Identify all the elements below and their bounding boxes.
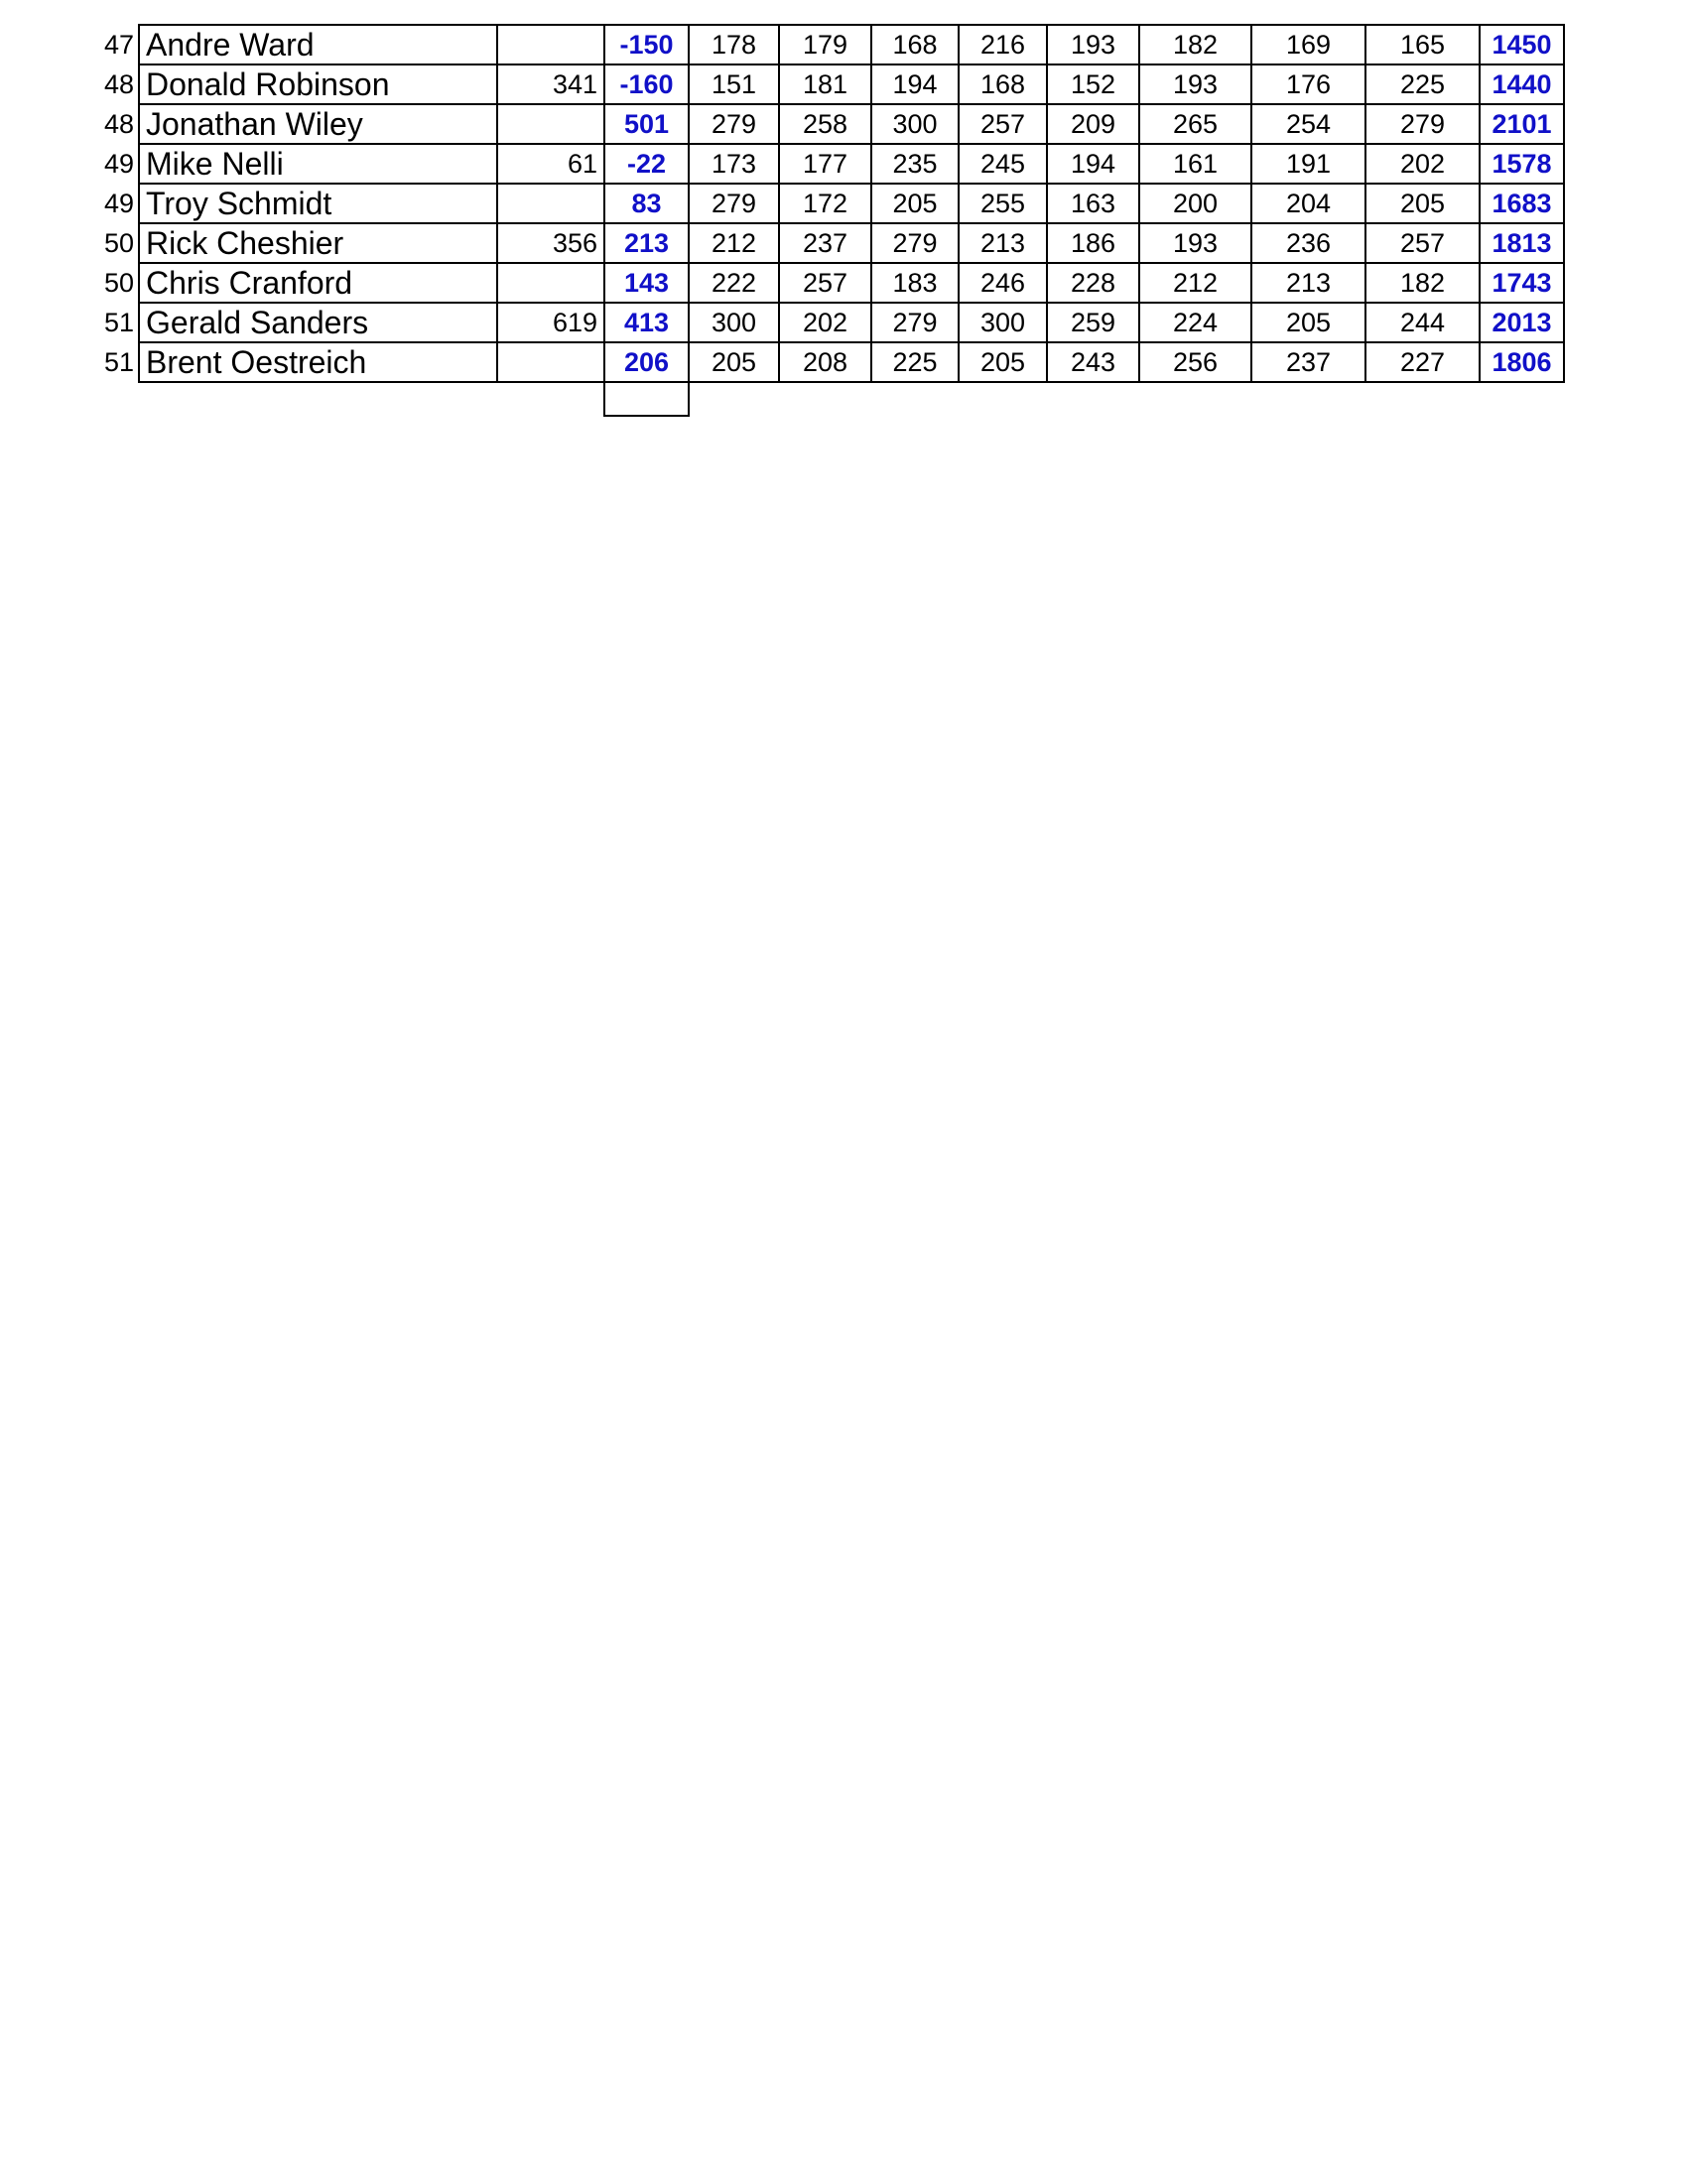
row-seed: 50 bbox=[103, 267, 134, 298]
game-score-cell: 259 bbox=[1047, 303, 1139, 342]
game-score-cell: 279 bbox=[689, 104, 779, 144]
game-score-cell: 212 bbox=[1139, 263, 1251, 303]
table-row bbox=[99, 104, 1564, 144]
game-score-cell: 257 bbox=[779, 263, 871, 303]
game-score-cell: 209 bbox=[1047, 104, 1139, 144]
game-score-cell: 244 bbox=[1365, 303, 1480, 342]
game-score-cell: 178 bbox=[689, 25, 779, 64]
game-score-cell: 168 bbox=[871, 25, 959, 64]
row-seed: 50 bbox=[103, 227, 134, 258]
total-score-cell: 1578 bbox=[1480, 144, 1564, 184]
table-row bbox=[99, 64, 1564, 104]
handicap-cell: -150 bbox=[604, 25, 689, 64]
game-score-cell: 169 bbox=[1251, 25, 1365, 64]
game-score-cell: 179 bbox=[779, 25, 871, 64]
game-score-cell: 279 bbox=[871, 303, 959, 342]
game-score-cell: 254 bbox=[1251, 104, 1365, 144]
table-row bbox=[99, 263, 1564, 303]
row-seed: 48 bbox=[103, 68, 134, 99]
game-score-cell: 227 bbox=[1365, 342, 1480, 382]
row-seed: 48 bbox=[103, 108, 134, 139]
handicap-cell: -160 bbox=[604, 64, 689, 104]
average-cell bbox=[497, 184, 604, 223]
game-score-cell: 256 bbox=[1139, 342, 1251, 382]
game-score-cell: 257 bbox=[1365, 223, 1480, 263]
total-score-cell: 1440 bbox=[1480, 64, 1564, 104]
average-cell: 61 bbox=[497, 144, 604, 184]
table-row bbox=[99, 25, 1564, 64]
game-score-cell: 300 bbox=[959, 303, 1047, 342]
spacer-cell bbox=[99, 382, 139, 416]
total-score-cell: 2101 bbox=[1480, 104, 1564, 144]
game-score-cell: 236 bbox=[1251, 223, 1365, 263]
table-row bbox=[99, 342, 1564, 382]
handicap-cell: 206 bbox=[604, 342, 689, 382]
game-score-cell: 172 bbox=[779, 184, 871, 223]
row-seed: 51 bbox=[103, 307, 134, 337]
handicap-cell: 83 bbox=[604, 184, 689, 223]
row-seed: 49 bbox=[103, 188, 134, 218]
handicap-cell: 143 bbox=[604, 263, 689, 303]
game-score-cell: 205 bbox=[959, 342, 1047, 382]
table-row bbox=[99, 303, 1564, 342]
bowler-name: Donald Robinson bbox=[139, 64, 497, 104]
game-score-cell: 205 bbox=[871, 184, 959, 223]
game-score-cell: 235 bbox=[871, 144, 959, 184]
game-score-cell: 224 bbox=[1139, 303, 1251, 342]
total-score-cell: 1450 bbox=[1480, 25, 1564, 64]
game-score-cell: 177 bbox=[779, 144, 871, 184]
game-score-cell: 204 bbox=[1251, 184, 1365, 223]
total-score-cell: 1743 bbox=[1480, 263, 1564, 303]
game-score-cell: 183 bbox=[871, 263, 959, 303]
game-score-cell: 163 bbox=[1047, 184, 1139, 223]
total-score-cell: 1813 bbox=[1480, 223, 1564, 263]
game-score-cell: 279 bbox=[871, 223, 959, 263]
game-score-cell: 246 bbox=[959, 263, 1047, 303]
handicap-cell: -22 bbox=[604, 144, 689, 184]
table-row bbox=[99, 184, 1564, 223]
game-score-cell: 165 bbox=[1365, 25, 1480, 64]
game-score-cell: 205 bbox=[1365, 184, 1480, 223]
spacer-cell bbox=[139, 382, 497, 416]
game-score-cell: 237 bbox=[1251, 342, 1365, 382]
row-seed: 49 bbox=[103, 148, 134, 179]
game-score-cell: 151 bbox=[689, 64, 779, 104]
game-score-cell: 191 bbox=[1251, 144, 1365, 184]
bowler-name: Jonathan Wiley bbox=[139, 104, 497, 144]
game-score-cell: 168 bbox=[959, 64, 1047, 104]
total-score-cell: 1683 bbox=[1480, 184, 1564, 223]
average-cell bbox=[497, 104, 604, 144]
game-score-cell: 205 bbox=[1251, 303, 1365, 342]
average-cell: 619 bbox=[497, 303, 604, 342]
game-score-cell: 213 bbox=[1251, 263, 1365, 303]
score-table-body bbox=[99, 25, 1564, 416]
handicap-cell: 213 bbox=[604, 223, 689, 263]
game-score-cell: 255 bbox=[959, 184, 1047, 223]
trailing-row bbox=[99, 382, 1564, 416]
game-score-cell: 193 bbox=[1047, 25, 1139, 64]
game-score-cell: 186 bbox=[1047, 223, 1139, 263]
handicap-cell: 413 bbox=[604, 303, 689, 342]
average-cell bbox=[497, 263, 604, 303]
game-score-cell: 161 bbox=[1139, 144, 1251, 184]
bowler-name: Mike Nelli bbox=[139, 144, 497, 184]
row-seed: 47 bbox=[103, 29, 134, 60]
game-score-cell: 279 bbox=[1365, 104, 1480, 144]
game-score-cell: 228 bbox=[1047, 263, 1139, 303]
game-score-cell: 152 bbox=[1047, 64, 1139, 104]
game-score-cell: 212 bbox=[689, 223, 779, 263]
game-score-cell: 222 bbox=[689, 263, 779, 303]
game-score-cell: 205 bbox=[689, 342, 779, 382]
game-score-cell: 216 bbox=[959, 25, 1047, 64]
handicap-cell: 501 bbox=[604, 104, 689, 144]
game-score-cell: 213 bbox=[959, 223, 1047, 263]
game-score-cell: 279 bbox=[689, 184, 779, 223]
total-score-cell: 2013 bbox=[1480, 303, 1564, 342]
average-cell bbox=[497, 342, 604, 382]
score-table bbox=[99, 24, 1565, 417]
average-cell: 356 bbox=[497, 223, 604, 263]
game-score-cell: 243 bbox=[1047, 342, 1139, 382]
bowler-name: Gerald Sanders bbox=[139, 303, 497, 342]
game-score-cell: 173 bbox=[689, 144, 779, 184]
average-cell bbox=[497, 25, 604, 64]
game-score-cell: 300 bbox=[689, 303, 779, 342]
table-row bbox=[99, 223, 1564, 263]
game-score-cell: 265 bbox=[1139, 104, 1251, 144]
game-score-cell: 182 bbox=[1365, 263, 1480, 303]
table-row bbox=[99, 144, 1564, 184]
game-score-cell: 182 bbox=[1139, 25, 1251, 64]
empty-handicap-cell bbox=[604, 382, 689, 416]
game-score-cell: 245 bbox=[959, 144, 1047, 184]
game-score-cell: 202 bbox=[779, 303, 871, 342]
game-score-cell: 258 bbox=[779, 104, 871, 144]
game-score-cell: 193 bbox=[1139, 64, 1251, 104]
game-score-cell: 202 bbox=[1365, 144, 1480, 184]
game-score-cell: 176 bbox=[1251, 64, 1365, 104]
bowler-name: Brent Oestreich bbox=[139, 342, 497, 382]
bowler-name: Troy Schmidt bbox=[139, 184, 497, 223]
game-score-cell: 193 bbox=[1139, 223, 1251, 263]
total-score-cell: 1806 bbox=[1480, 342, 1564, 382]
game-score-cell: 225 bbox=[871, 342, 959, 382]
game-score-cell: 200 bbox=[1139, 184, 1251, 223]
game-score-cell: 181 bbox=[779, 64, 871, 104]
game-score-cell: 194 bbox=[871, 64, 959, 104]
bowler-name: Rick Cheshier bbox=[139, 223, 497, 263]
game-score-cell: 237 bbox=[779, 223, 871, 263]
game-score-cell: 300 bbox=[871, 104, 959, 144]
row-seed: 51 bbox=[103, 346, 134, 377]
game-score-cell: 194 bbox=[1047, 144, 1139, 184]
game-score-cell: 225 bbox=[1365, 64, 1480, 104]
bowler-name: Andre Ward bbox=[139, 25, 497, 64]
game-score-cell: 257 bbox=[959, 104, 1047, 144]
game-score-cell: 208 bbox=[779, 342, 871, 382]
average-cell: 341 bbox=[497, 64, 604, 104]
spacer-cell bbox=[497, 382, 604, 416]
bowler-name: Chris Cranford bbox=[139, 263, 497, 303]
